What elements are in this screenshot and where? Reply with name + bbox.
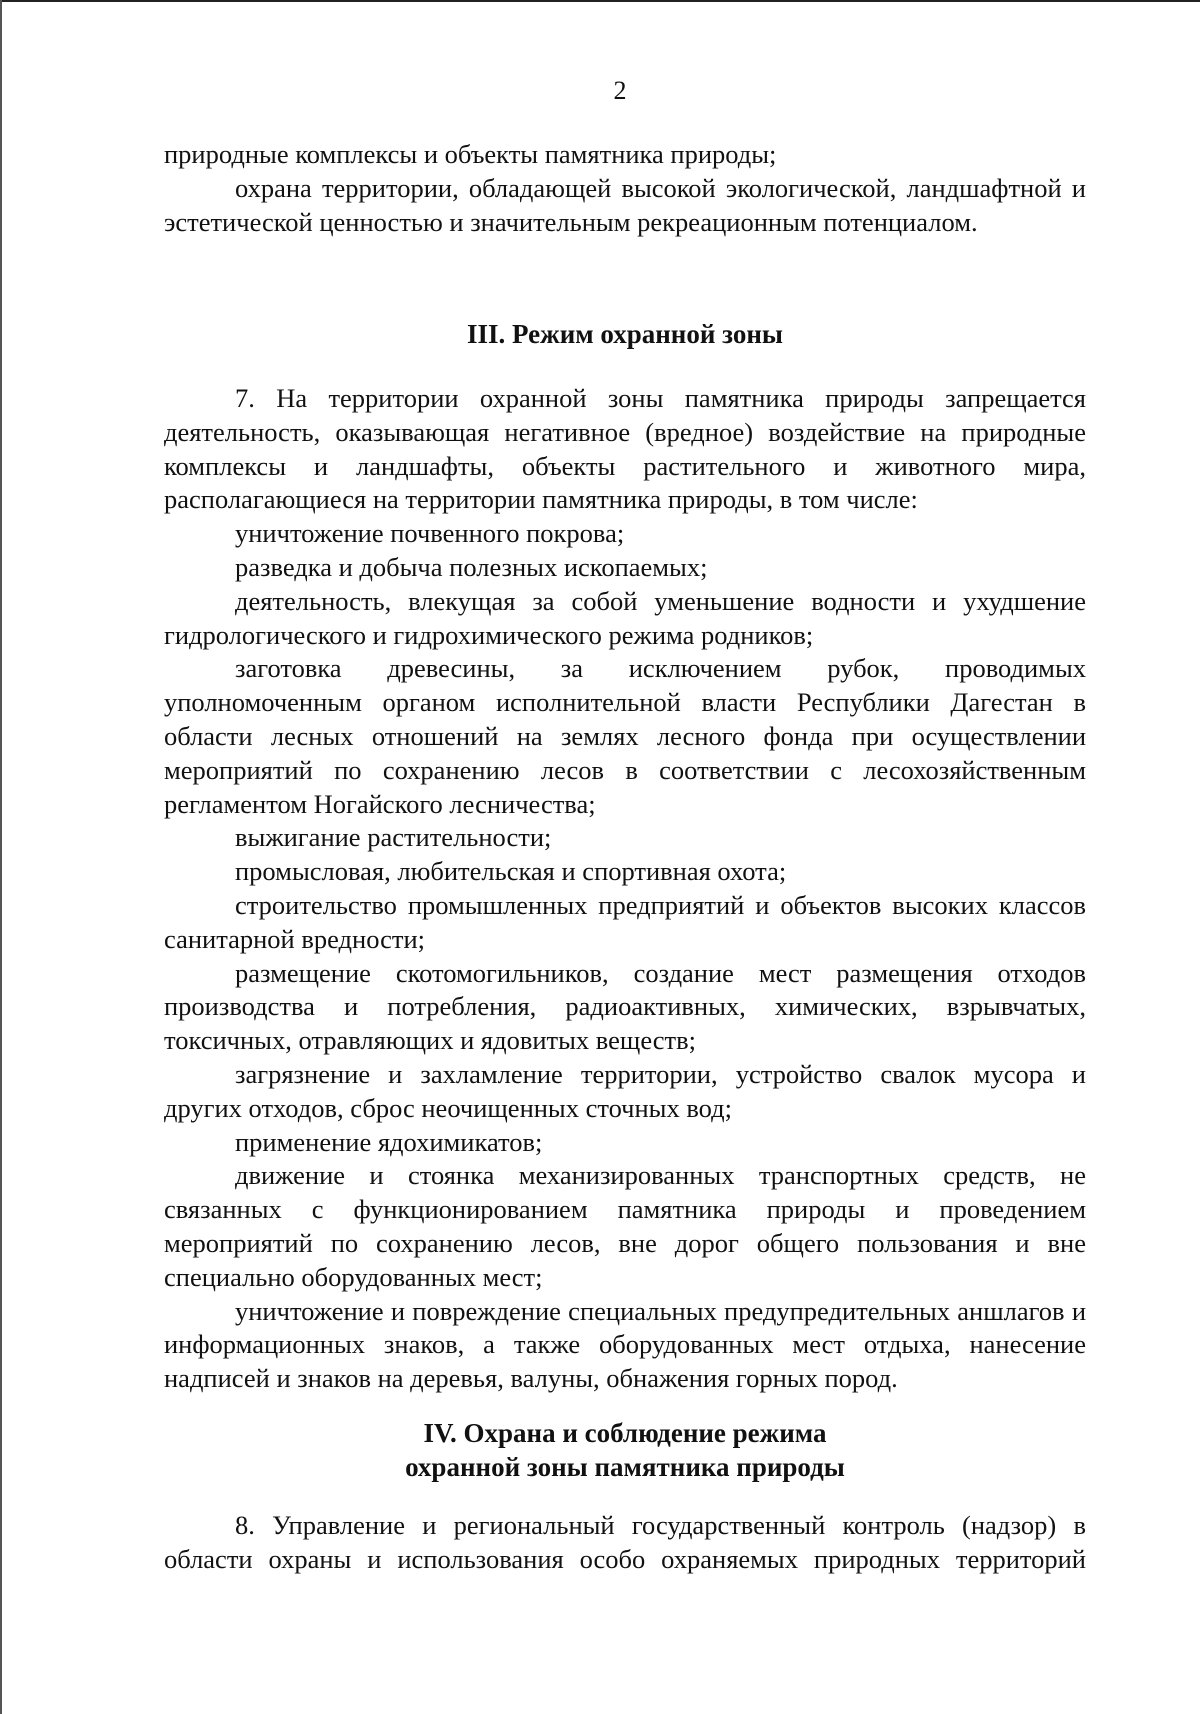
section-3-paragraph: движение и стоянка механизированных транспортных средств, не связанных с функционированием памятника природы и проведением мероприятий по сохранению лесов, вне дорог общего пользования и вне специально оборудованных мест;: [164, 1160, 1086, 1292]
intro-block: [164, 138, 1086, 239]
section-3-heading: [164, 317, 1086, 351]
section-4-paragraph: 8. Управление и региональный государственный контроль (надзор) в области охраны и использования особо охраняемых природных территорий: [164, 1510, 1086, 1574]
section-3-heading-text: III. Режим охранной зоны: [466, 319, 783, 349]
section-3-paragraph: деятельность, влекущая за собой уменьшение водности и ухудшение гидрологического и гидрохимического режима родников;: [164, 585, 1086, 650]
section-3-paragraph: уничтожение почвенного покрова;: [235, 518, 625, 549]
section-3-paragraph: размещение скотомогильников, создание мест размещения отходов производства и потребления, радиоактивных, химических, взрывчатых, токсичных, отравляющих и ядовитых веществ;: [164, 957, 1086, 1056]
scan-edge-left: [0, 0, 2, 1714]
section-4-body: [164, 1509, 1086, 1577]
section-3-paragraph: выжигание растительности;: [235, 822, 552, 853]
section-4-heading-line-2: охранной зоны памятника природы: [405, 1452, 845, 1482]
section-3-paragraph: 7. На территории охранной зоны памятника природы запрещается деятельность, оказывающая негативное (вредное) воздействие на природные комплексы и ландшафты, объекты растительного и животного мира, располагающиеся на территории памятника природы, в том числе:: [164, 383, 1086, 515]
intro-paragraph: природные комплексы и объекты памятника природы;: [164, 139, 777, 169]
section-3-body: [164, 382, 1086, 1396]
section-4-heading-line-1: IV. Охрана и соблюдение режима: [423, 1418, 827, 1448]
section-3-paragraph: загрязнение и захламление территории, устройство свалок мусора и других отходов, сброс неочищенных сточных вод;: [164, 1058, 1086, 1123]
section-3-paragraph: уничтожение и повреждение специальных предупредительных аншлагов и информационных знаков, а также оборудованных мест отдыха, нанесение надписей и знаков на деревья, валуны, обнажения горных пород.: [164, 1295, 1086, 1394]
page-number: 2: [613, 76, 627, 105]
section-3-paragraph: строительство промышленных предприятий и объектов высоких классов санитарной вредности;: [164, 889, 1086, 954]
section-3-paragraph: разведка и добыча полезных ископаемых;: [235, 551, 708, 582]
section-4-heading: [164, 1416, 1086, 1484]
scan-edge-top: [0, 0, 1200, 2]
section-3-paragraph: промысловая, любительская и спортивная охота;: [235, 856, 787, 887]
intro-paragraph: охрана территории, обладающей высокой экологической, ландшафтной и эстетической ценностью и значительным рекреационным потенциалом.: [164, 172, 1086, 237]
section-3-paragraph: применение ядохимикатов;: [235, 1126, 543, 1157]
section-3-paragraph: заготовка древесины, за исключением рубок, проводимых уполномоченным органом исполнительной власти Республики Дагестан в области лесных отношений на землях лесного фонда при осуществлении мероприятий по сохранению лесов в соответствии с лесохозяйственным регламентом Ногайского лесничества;: [164, 653, 1086, 819]
